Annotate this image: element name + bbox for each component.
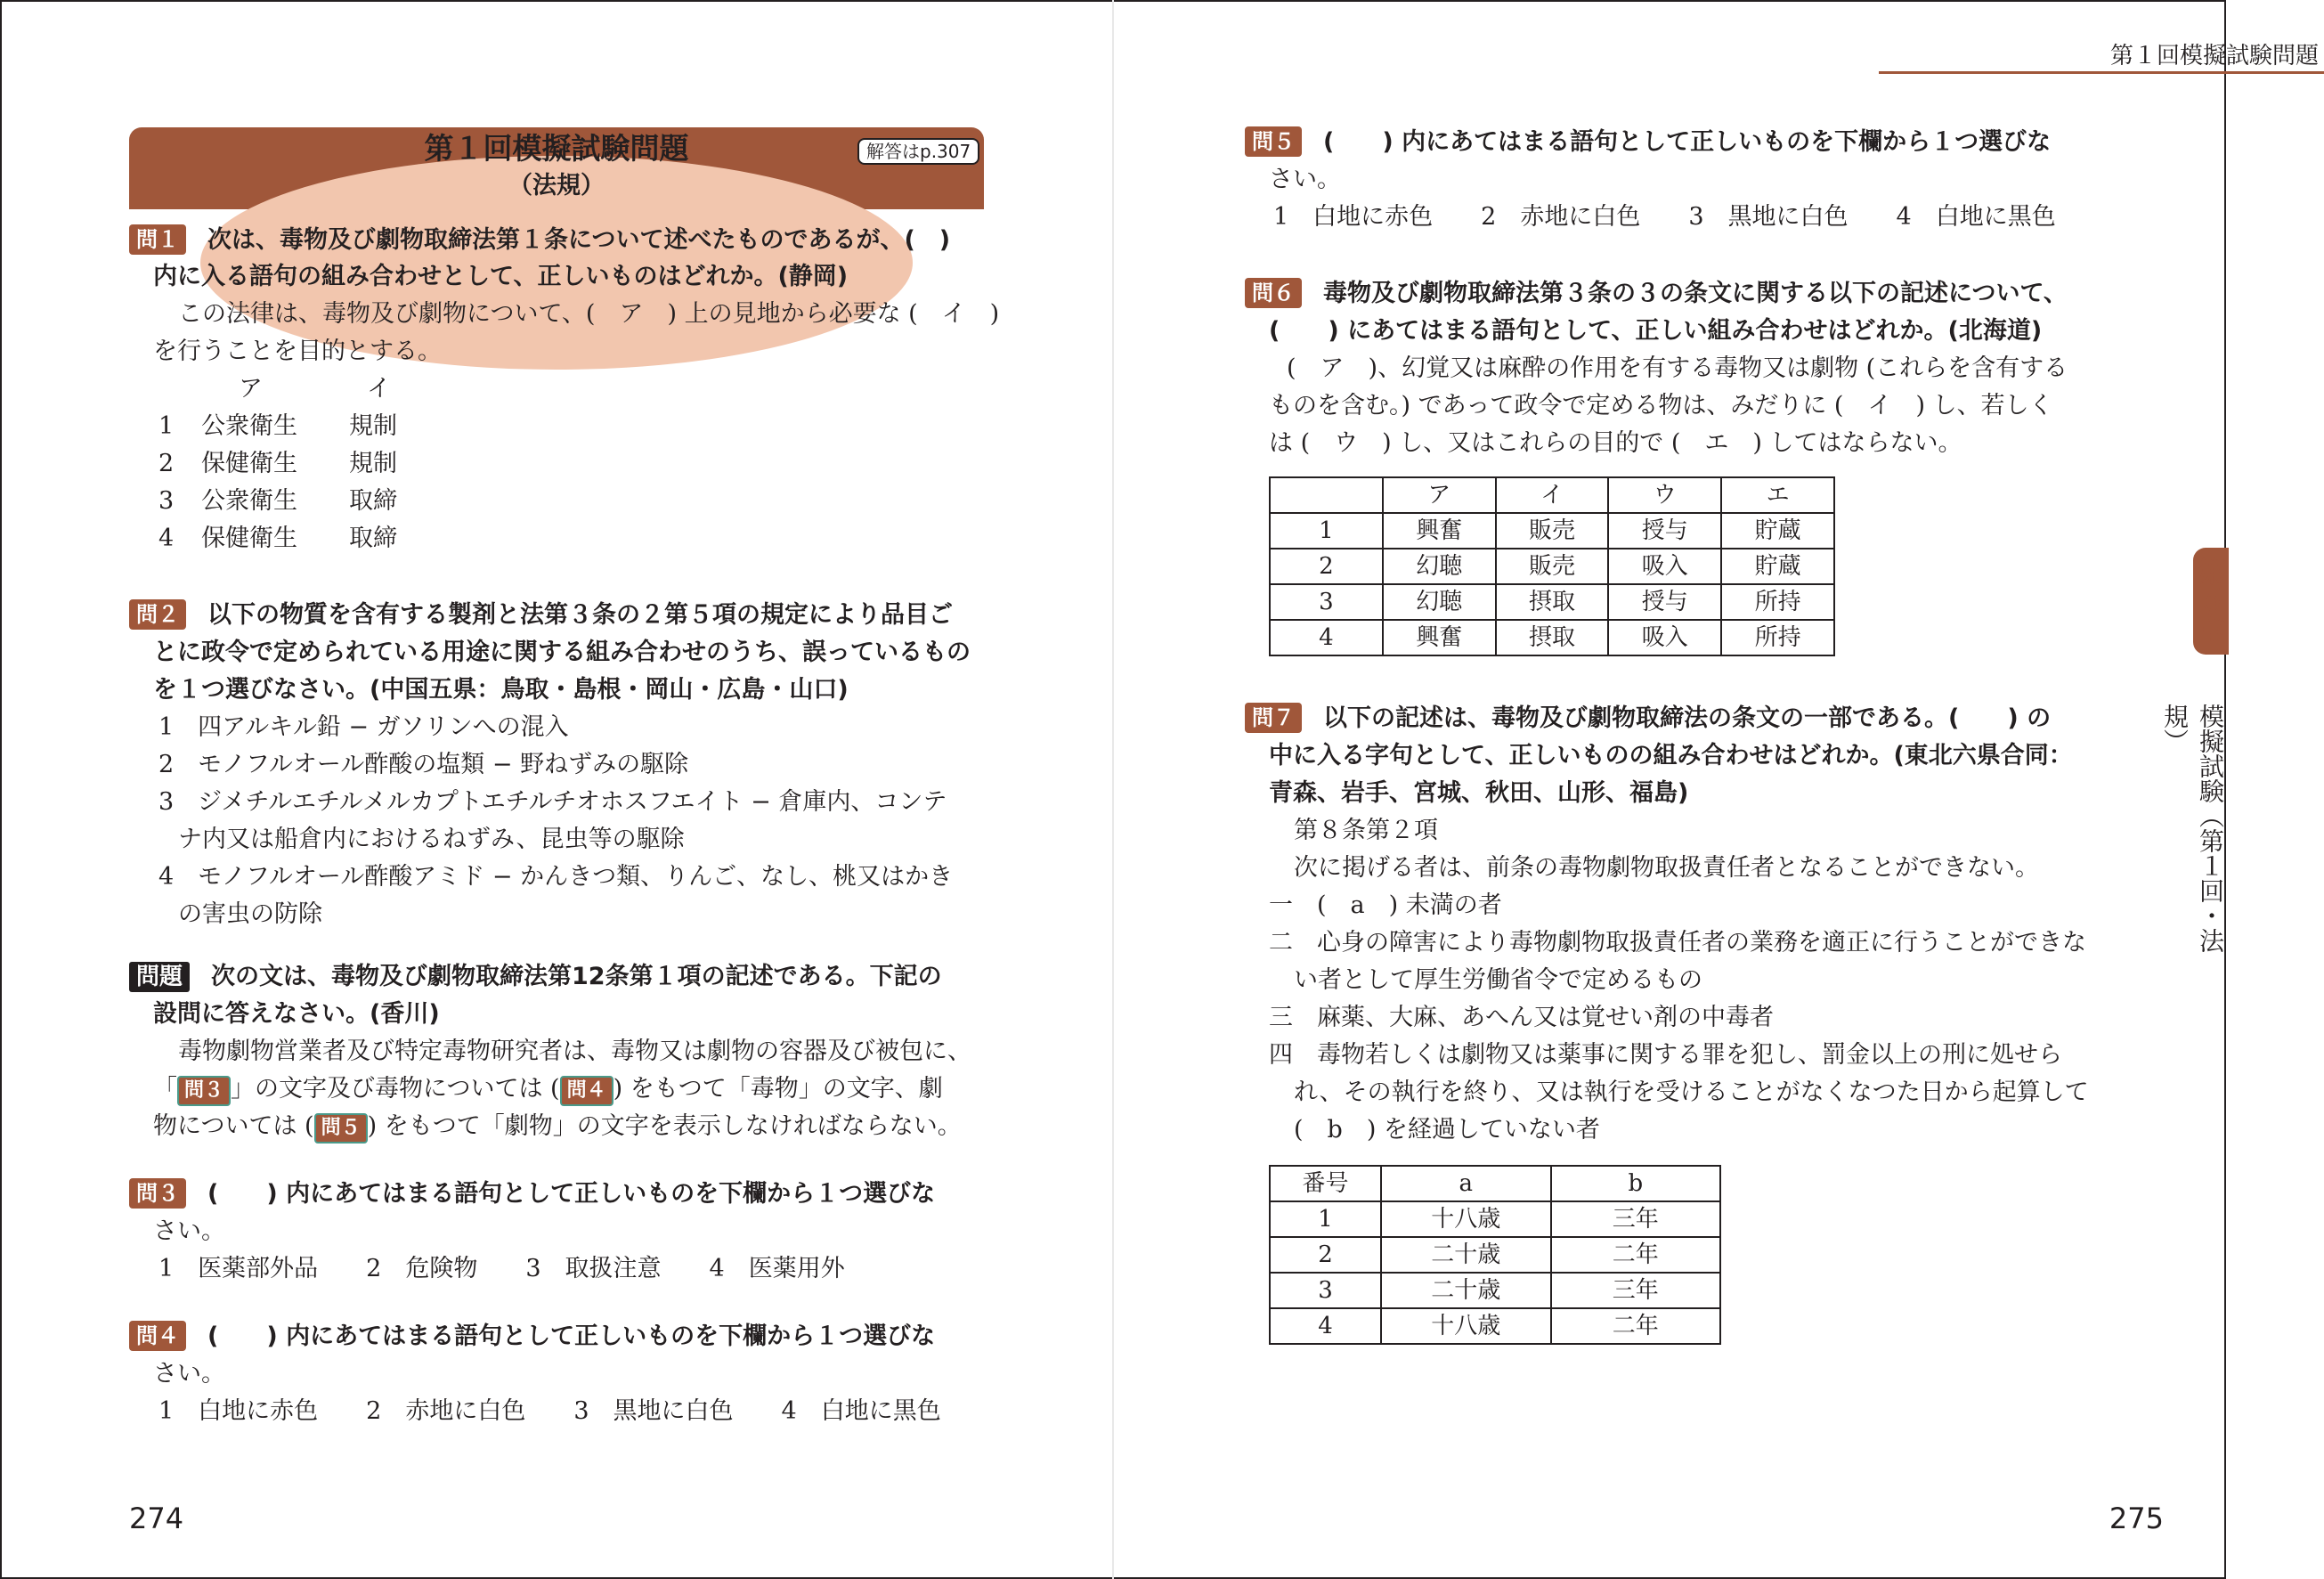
table-cell: 摂取 [1496,584,1609,620]
q7-heading-cont: 中に入る字句として、正しいものの組み合わせはどれか。(東北六県合同： [1269,742,2073,769]
left-page [0,0,1113,1579]
q3-heading-cont: さい。 [153,1217,225,1245]
q1-option-num: 1 [158,412,175,440]
table-cell: 二年 [1551,1237,1720,1273]
table-cell: a [1381,1166,1550,1201]
table-cell: 番号 [1270,1166,1381,1201]
mondai-heading-cont: 設問に答えなさい。(香川) [153,1000,440,1028]
q5-heading-cont: さい。 [1269,166,1341,193]
table-cell: 興奮 [1383,620,1496,655]
q2-option-cont: の害虫の防除 [178,900,322,928]
table-header-row [1270,477,1834,513]
q1-option-a: 保健衛生 [201,450,297,477]
q2-heading: 問２ 以下の物質を含有する製剤と法第３条の２第５項の規定により品目ご [129,598,953,633]
q1-option-num: 4 [158,525,175,552]
table-cell: 2 [1270,549,1383,584]
mondai-body-cont: 「 問３ 」の文字及び毒物については ( 問４ ) をもつて「毒物」の文字、劇 [153,1071,943,1107]
q5-badge: 問５ [1245,126,1302,157]
q1-option-num: 2 [158,450,175,477]
table-cell: 貯蔵 [1721,513,1834,549]
table-row [1270,513,1834,549]
q4-heading-cont: さい。 [153,1360,225,1388]
q1-heading: 問１ 次は、毒物及び劇物取締法第１条について述べたものであるが、( ) [129,223,950,258]
exam-title: 第１回模擬試験問題 [424,131,689,166]
table-cell: 授与 [1608,513,1721,549]
table-cell: 幻聴 [1383,549,1496,584]
q6-body-cont: ものを含む。) であって政令で定める物は、みだりに ( イ ) し、若しく [1269,392,2053,419]
q2-option-cont: ナ内又は船倉内におけるねずみ、昆虫等の駆除 [178,826,685,853]
q2-option: 1 四アルキル鉛 − ガソリンへの混入 [158,713,569,741]
table-row [1270,1201,1720,1237]
q7-body: 次に掲げる者は、前条の毒物劇物取扱責任者となることができない。 [1294,854,2039,882]
table-cell: 十八歳 [1381,1308,1550,1344]
table-cell: 二年 [1551,1308,1720,1344]
running-header: 第１回模擬試験問題 [1879,41,2324,74]
table-cell: 2 [1270,1237,1381,1273]
table-cell: 摂取 [1496,620,1609,655]
ref-q4: 問４ [560,1076,614,1106]
table-row [1270,1273,1720,1308]
q1-col-a: ア [239,375,263,403]
q6-table [1269,476,1835,656]
q1-col-i: イ [367,375,391,403]
right-page [1113,0,2319,1579]
mondai-body: 毒物劇物営業者及び特定毒物研究者は、毒物又は劇物の容器及び被包に、 [178,1038,971,1065]
q1-option-i: 規制 [349,412,397,440]
table-cell: 三年 [1551,1273,1720,1308]
table-cell: 4 [1270,1308,1381,1344]
q1-option-a: 公衆衛生 [201,412,297,440]
q6-heading-cont: ( ) にあてはまる語句として、正しい組み合わせはどれか。(北海道) [1269,317,2043,345]
q2-option: 4 モノフルオール酢酸アミド − かんきつ類、りんご、なし、桃又はかき [158,863,954,891]
table-cell: 3 [1270,1273,1381,1308]
table-cell: 吸入 [1608,549,1721,584]
chapter-label: 模擬試験（第１回・法規） [2160,704,2225,953]
table-row [1270,1308,1720,1344]
table-cell: 販売 [1496,513,1609,549]
q1-badge: 問１ [129,224,186,255]
table-cell: 十八歳 [1381,1201,1550,1237]
q6-badge: 問６ [1245,278,1302,308]
table-row [1270,620,1834,655]
table-row [1270,1237,1720,1273]
table-cell: 1 [1270,1201,1381,1237]
q2-option: 2 モノフルオール酢酸の塩類 − 野ねずみの駆除 [158,751,689,778]
q1-body-cont: を行うことを目的とする。 [153,338,442,365]
q3-heading: 問３ ( ) 内にあてはまる語句として正しいものを下欄から１つ選びな [129,1176,935,1212]
q2-heading-cont: とに政令で定められている用途に関する組み合わせのうち、誤っているもの [153,639,971,666]
page-number-left: 274 [129,1502,184,1535]
q7-heading: 問７ 以下の記述は、毒物及び劇物取締法の条文の一部である。( ) の [1245,701,2051,737]
table-cell: イ [1496,477,1609,513]
table-cell: エ [1721,477,1834,513]
table-row [1270,584,1834,620]
table-cell: 興奮 [1383,513,1496,549]
ref-q5: 問５ [314,1113,368,1144]
ref-q3: 問３ [177,1076,231,1106]
table-cell: 4 [1270,620,1383,655]
q7-item: 一 ( a ) 未満の者 [1269,891,1502,919]
mondai-badge: 問題 [129,962,190,992]
table-cell: 所持 [1721,620,1834,655]
table-cell: 三年 [1551,1201,1720,1237]
table-cell: ア [1383,477,1496,513]
q4-badge: 問４ [129,1321,186,1351]
table-cell: b [1551,1166,1720,1201]
q1-body: この法律は、毒物及び劇物について、( ア ) 上の見地から必要な ( イ ) [178,300,1000,328]
q2-option: 3 ジメチルエチルメルカプトエチルチオホスフエイト − 倉庫内、コンテ [158,788,947,816]
table-cell: 3 [1270,584,1383,620]
table-cell: ウ [1608,477,1721,513]
table-header-row [1270,1166,1720,1201]
q3-badge: 問３ [129,1178,186,1209]
table-cell: 二十歳 [1381,1273,1550,1308]
q2-badge: 問２ [129,599,186,630]
answer-reference: 解答はp.307 [857,138,979,165]
q7-item: 三 麻薬、大麻、あへん又は覚せい剤の中毒者 [1269,1004,1774,1031]
q6-body: ( ア )、幻覚又は麻酔の作用を有する毒物又は劇物 (これらを含有する [1287,354,2068,382]
q4-options: 1 白地に赤色 2 赤地に白色 3 黒地に白色 4 白地に黒色 [158,1397,941,1425]
q7-item-cont: れ、その執行を終り、又は執行を受けることがなくなつた日から起算して [1294,1078,2089,1106]
table-cell: 1 [1270,513,1383,549]
q5-heading: 問５ ( ) 内にあてはまる語句として正しいものを下欄から１つ選びな [1245,125,2051,160]
table-cell: 二十歳 [1381,1237,1550,1273]
chapter-number: 第５章 [2193,557,2227,642]
table-cell: 貯蔵 [1721,549,1834,584]
table-cell: 幻聴 [1383,584,1496,620]
q1-option-a: 保健衛生 [201,525,297,552]
q1-option-i: 取締 [349,525,397,552]
q5-options: 1 白地に赤色 2 赤地に白色 3 黒地に白色 4 白地に黒色 [1273,203,2056,231]
q7-item-cont: ( b ) を経過していない者 [1294,1116,1600,1144]
q7-item: 四 毒物若しくは劇物又は薬事に関する罪を犯し、罰金以上の刑に処せら [1269,1041,2062,1069]
q7-badge: 問７ [1245,703,1302,733]
table-cell: 販売 [1496,549,1609,584]
q7-item: 二 心身の障害により毒物劇物取扱責任者の業務を適正に行うことができな [1269,929,2086,956]
table-cell: 吸入 [1608,620,1721,655]
q1-option-a: 公衆衛生 [201,487,297,515]
q1-option-num: 3 [158,487,175,515]
q4-heading: 問４ ( ) 内にあてはまる語句として正しいものを下欄から１つ選びな [129,1319,935,1355]
q3-options: 1 医薬部外品 2 危険物 3 取扱注意 4 医薬用外 [158,1255,845,1282]
q6-heading: 問６ 毒物及び劇物取締法第３条の３の条文に関する以下の記述について、 [1245,276,2068,312]
table-row [1270,549,1834,584]
page-number-right: 275 [2109,1502,2164,1535]
q7-table [1269,1165,1721,1345]
q6-body-cont: は ( ウ ) し、又はこれらの目的で ( エ ) してはならない。 [1269,429,1962,457]
mondai-heading: 問題 次の文は、毒物及び劇物取締法第12条第１項の記述である。下記の [129,959,942,995]
q7-heading-cont: 青森、岩手、宮城、秋田、山形、福島) [1269,779,1689,807]
q1-heading-cont: 内に入る語句の組み合わせとして、正しいものはどれか。(静岡) [153,263,849,290]
q1-option-i: 取締 [349,487,397,515]
table-cell: 授与 [1608,584,1721,620]
table-cell: 所持 [1721,584,1834,620]
q1-option-i: 規制 [349,450,397,477]
table-cell [1270,477,1383,513]
q7-article: 第８条第２項 [1294,817,1438,844]
q7-item-cont: い者として厚生労働省令で定めるもの [1294,966,1702,994]
exam-title-box [129,127,984,209]
exam-subtitle: （法規） [508,172,605,199]
mondai-body-cont: 物については ( 問５ ) をもつて「劇物」の文字を表示しなければならない。 [153,1109,962,1144]
q2-heading-cont: を１つ選びなさい。(中国五県：鳥取・島根・岡山・広島・山口) [153,676,849,704]
